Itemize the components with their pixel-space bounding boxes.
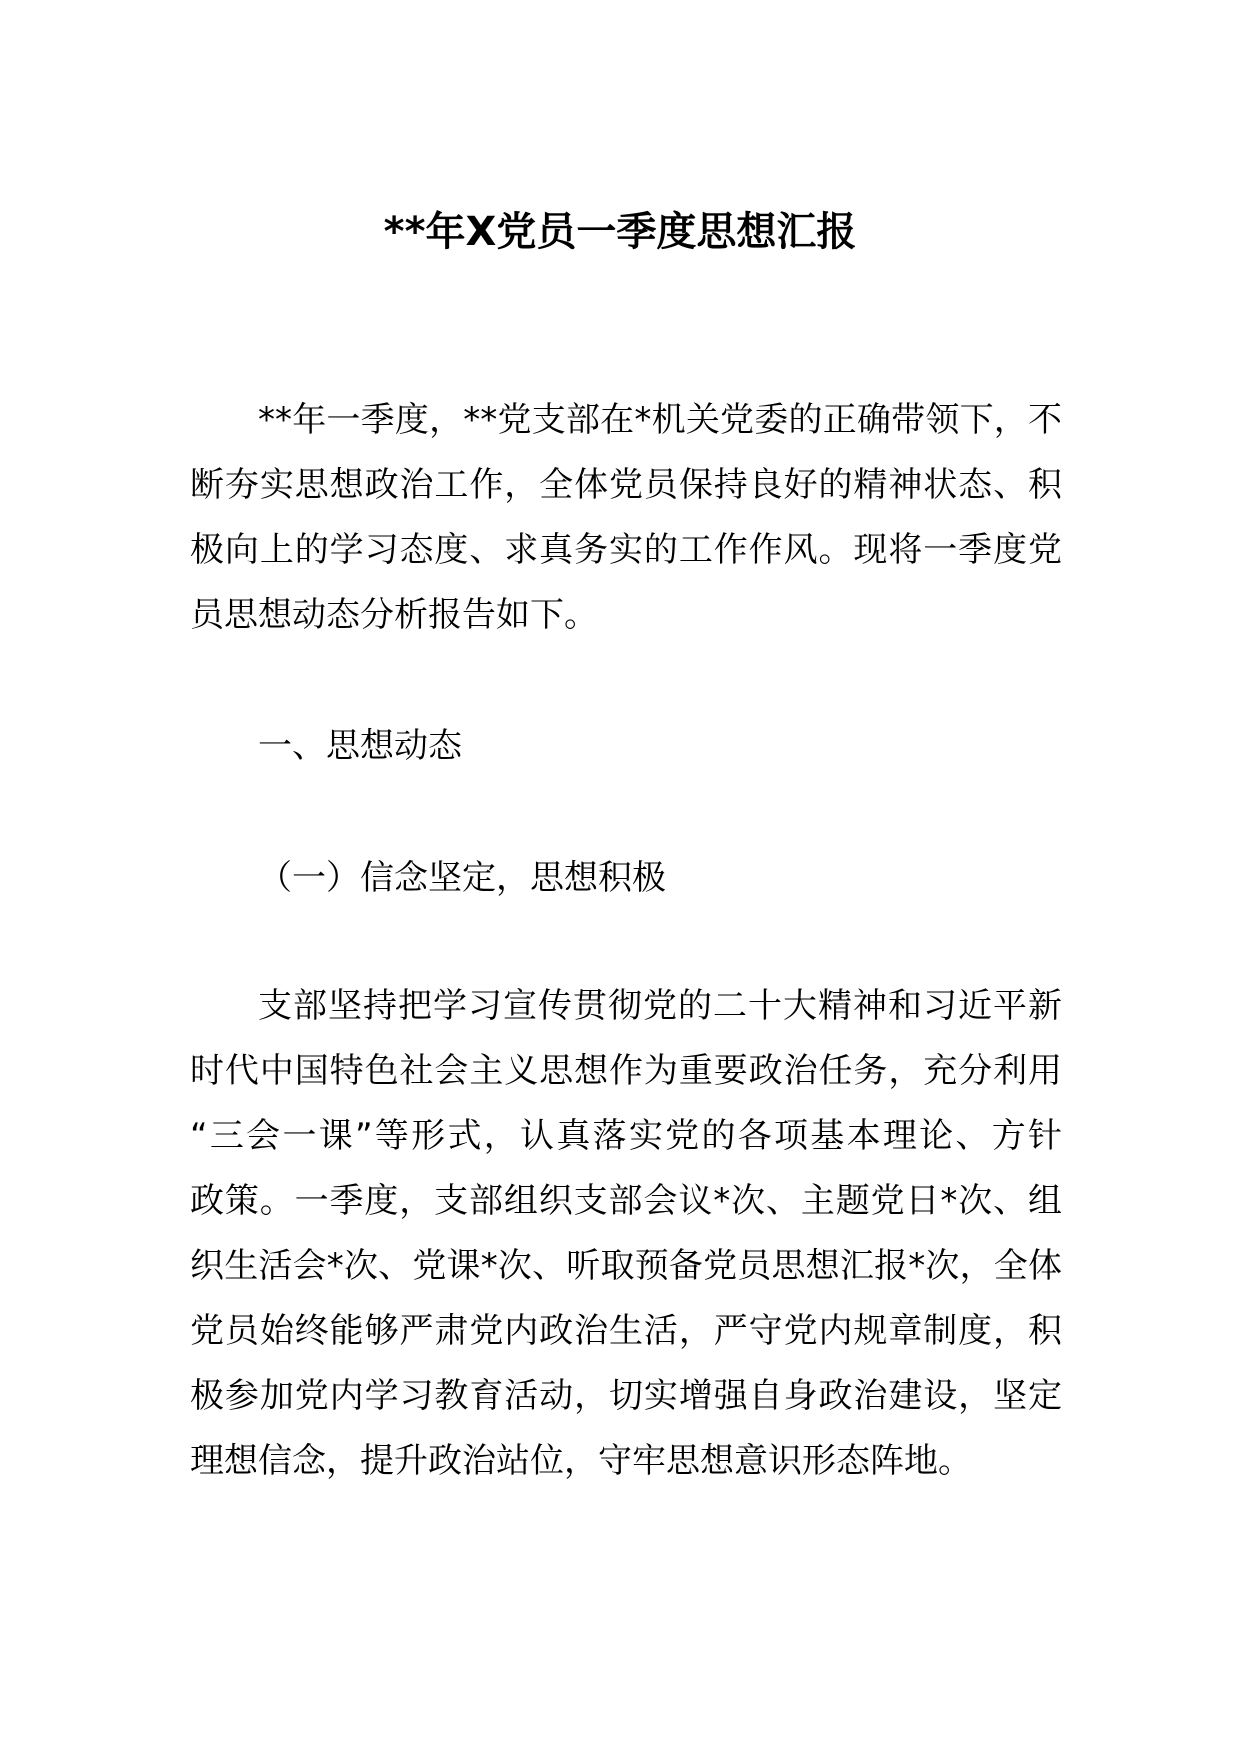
paragraph-line: 党员始终能够严肃党内政治生活，严守党内规章制度，积 xyxy=(190,1311,1062,1351)
paragraph-line: 员思想动态分析报告如下。 xyxy=(190,595,598,635)
body-paragraph xyxy=(190,974,1062,1494)
paragraph-line: 织生活会*次、党课*次、听取预备党员思想汇报*次，全体 xyxy=(190,1246,1062,1286)
section-heading-text: 一、思想动态 xyxy=(258,726,462,766)
paragraph-line: 理想信念，提升政治站位，守牢思想意识形态阵地。 xyxy=(190,1441,972,1481)
paragraph-line: 断夯实思想政治工作，全体党员保持良好的精神状态、积 xyxy=(190,465,1062,505)
paragraph-line: “三会一课”等形式，认真落实党的各项基本理论、方针 xyxy=(190,1116,1062,1156)
paragraph-line: 时代中国特色社会主义思想作为重要政治任务，充分利用 xyxy=(190,1051,1062,1091)
paragraph-line: 极参加党内学习教育活动，切实增强自身政治建设，坚定 xyxy=(190,1376,1062,1416)
document-title: **年X党员一季度思想汇报 xyxy=(383,209,857,255)
intro-paragraph xyxy=(190,388,1062,648)
section-heading xyxy=(190,714,1062,779)
paragraph-line: 政策。一季度，支部组织支部会议*次、主题党日*次、组 xyxy=(190,1181,1062,1221)
subsection-heading xyxy=(190,846,1062,911)
paragraph-line: **年一季度，**党支部在*机关党委的正确带领下，不 xyxy=(258,400,1062,440)
subsection-heading-text: （一）信念坚定，思想积极 xyxy=(258,858,666,898)
paragraph-line: 极向上的学习态度、求真务实的工作作风。现将一季度党 xyxy=(190,530,1062,570)
paragraph-line: 支部坚持把学习宣传贯彻党的二十大精神和习近平新 xyxy=(258,986,1062,1026)
